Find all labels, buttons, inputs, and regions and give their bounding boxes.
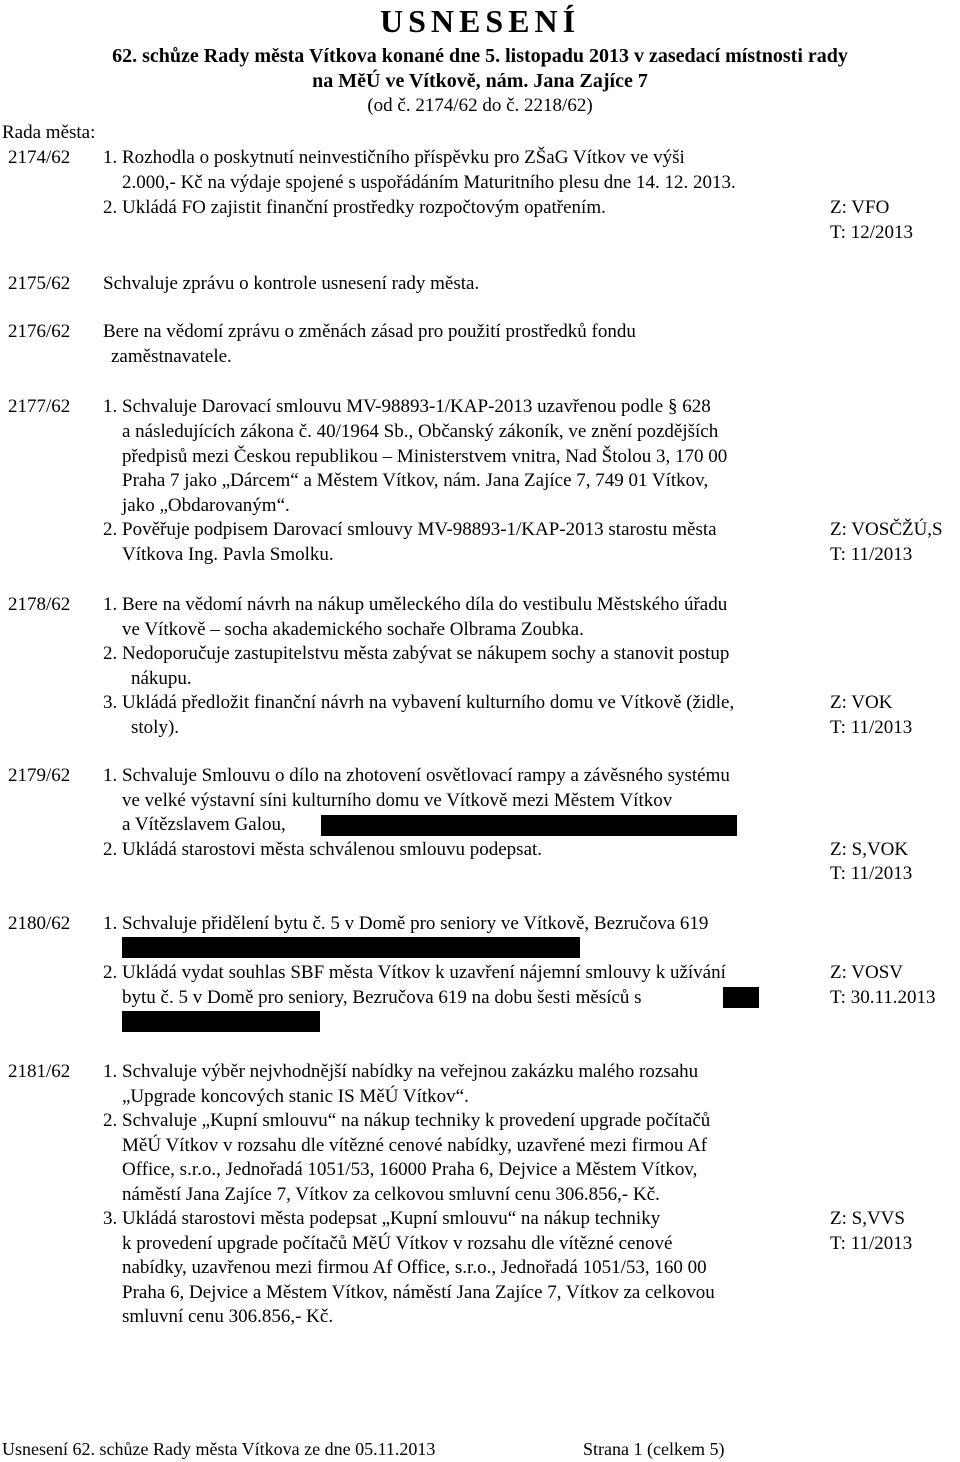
resolution-text: 3. Ukládá starostovi města podepsat „Kupní smlouvu“ na nákup techniky bbox=[103, 1208, 661, 1229]
resolution-text: bytu č. 5 v Domě pro seniory, Bezručova 619 na dobu šesti měsíců s bbox=[122, 987, 642, 1008]
resolution-text: Praha 7 jako „Dárcem“ a Městem Vítkov, nám. Jana Zajíce 7, 749 01 Vítkov, bbox=[122, 470, 709, 491]
resolution-number: 2179/62 bbox=[8, 765, 71, 786]
deadline: T: 11/2013 bbox=[830, 863, 913, 884]
deadline: T: 11/2013 bbox=[830, 717, 913, 738]
resolution-text: „Upgrade koncových stanic IS MěÚ Vítkov“. bbox=[122, 1086, 469, 1107]
resolution-number: 2174/62 bbox=[8, 147, 71, 168]
redaction-bar bbox=[723, 987, 759, 1008]
resolution-text: 2. Ukládá FO zajistit finanční prostředky rozpočtovým opatřením. bbox=[103, 197, 606, 218]
resolution-text: Praha 6, Dejvice a Městem Vítkov, náměstí Jana Zajíce 7, Vítkov za celkovou bbox=[122, 1282, 715, 1303]
resolution-text: předpisů mezi Českou republikou – Ministerstvem vnitra, Nad Štolou 3, 170 00 bbox=[122, 446, 728, 467]
resolution-text: 1. Schvaluje Darovací smlouvu MV-98893-1/KAP-2013 uzavřenou podle § 628 bbox=[103, 396, 711, 417]
resolution-text: jako „Obdarovaným“. bbox=[122, 495, 290, 516]
resolution-text: Office, s.r.o., Jednořadá 1051/53, 16000 Praha 6, Dejvice a Městem Vítkov, bbox=[122, 1159, 698, 1180]
resolution-text: 2.000,- Kč na výdaje spojené s uspořádáním Maturitního plesu dne 14. 12. 2013. bbox=[122, 172, 736, 193]
resolution-number: 2180/62 bbox=[8, 913, 71, 934]
deadline: T: 12/2013 bbox=[830, 222, 913, 243]
resolution-text: Bere na vědomí zprávu o změnách zásad pro použití prostředků fondu bbox=[103, 321, 636, 342]
resolution-text: Schvaluje zprávu o kontrole usnesení rady města. bbox=[103, 273, 480, 294]
responsible-person: Z: S,VVS bbox=[830, 1208, 905, 1229]
deadline: T: 11/2013 bbox=[830, 1233, 913, 1254]
resolution-number: 2177/62 bbox=[8, 396, 71, 417]
resolution-text: 2. Ukládá starostovi města schválenou smlouvu podepsat. bbox=[103, 839, 543, 860]
resolution-text: 2. Pověřuje podpisem Darovací smlouvy MV-98893-1/KAP-2013 starostu města bbox=[103, 519, 717, 540]
responsible-person: Z: S,VOK bbox=[830, 839, 909, 860]
deadline: T: 30.11.2013 bbox=[830, 987, 936, 1008]
resolution-text: Vítkova Ing. Pavla Smolku. bbox=[122, 544, 334, 565]
resolution-number: 2175/62 bbox=[8, 273, 71, 294]
resolution-text: nabídky, uzavřenou mezi firmou Af Office, s.r.o., Jednořadá 1051/53, 160 00 bbox=[122, 1257, 707, 1278]
resolution-text: náměstí Jana Zajíce 7, Vítkov za celkovou smluvní cenu 306.856,- Kč. bbox=[122, 1184, 660, 1205]
resolution-text: 3. Ukládá předložit finanční návrh na vybavení kulturního domu ve Vítkově (židle, bbox=[103, 692, 735, 713]
resolution-text: smluvní cenu 306.856,- Kč. bbox=[122, 1306, 334, 1327]
resolution-text: ve velké výstavní síni kulturního domu ve Vítkově mezi Městem Vítkov bbox=[122, 790, 673, 811]
resolution-text: a Vítězslavem Galou, bbox=[122, 814, 286, 835]
resolution-text: 1. Bere na vědomí návrh na nákup uměleckého díla do vestibulu Městského úřadu bbox=[103, 594, 728, 615]
resolution-text: 2. Ukládá vydat souhlas SBF města Vítkov k uzavření nájemní smlouvy k užívání bbox=[103, 962, 726, 983]
footer-left: Usnesení 62. schůze Rady města Vítkova ze dne 05.11.2013 bbox=[2, 1439, 436, 1459]
resolution-text: zaměstnavatele. bbox=[111, 346, 232, 367]
document-title: USNESENÍ bbox=[379, 3, 581, 39]
resolution-text: 2. Nedoporučuje zastupitelstvu města zabývat se nákupem sochy a stanovit postup bbox=[103, 643, 730, 664]
section-label: Rada města: bbox=[2, 122, 96, 143]
redaction-bar bbox=[122, 1011, 320, 1032]
deadline: T: 11/2013 bbox=[830, 544, 913, 565]
resolution-number: 2181/62 bbox=[8, 1061, 71, 1082]
responsible-person: Z: VOK bbox=[830, 692, 893, 713]
resolution-text: stoly). bbox=[131, 717, 180, 738]
resolution-text: a následujících zákona č. 40/1964 Sb., Občanský zákoník, ve znění pozdějších bbox=[122, 421, 719, 442]
resolution-text: ve Vítkově – socha akademického sochaře Olbrama Zoubka. bbox=[122, 619, 584, 640]
resolution-number: 2178/62 bbox=[8, 594, 71, 615]
document-subtitle-1: 62. schůze Rady města Vítkova konané dne 5. listopadu 2013 v zasedací místnosti rady bbox=[112, 45, 848, 67]
resolution-text: MěÚ Vítkov v rozsahu dle vítězné cenové nabídky, uzavřené mezi firmou Af bbox=[122, 1135, 708, 1156]
resolution-text: 1. Schvaluje přidělení bytu č. 5 v Domě pro seniory ve Vítkově, Bezručova 619 bbox=[103, 913, 709, 934]
resolution-text: 1. Rozhodla o poskytnutí neinvestičního příspěvku pro ZŠaG Vítkov ve výši bbox=[103, 147, 685, 168]
responsible-person: Z: VFO bbox=[830, 197, 890, 218]
responsible-person: Z: VOSČŽÚ,S bbox=[830, 519, 943, 540]
resolution-text: 2. Schvaluje „Kupní smlouvu“ na nákup techniky k provedení upgrade počítačů bbox=[103, 1110, 711, 1131]
document-subtitle-3: (od č. 2174/62 do č. 2218/62) bbox=[367, 95, 593, 116]
redaction-bar bbox=[122, 937, 580, 958]
footer-page-number: Strana 1 (celkem 5) bbox=[583, 1439, 725, 1459]
resolution-text: 1. Schvaluje Smlouvu o dílo na zhotovení osvětlovací rampy a závěsného systému bbox=[103, 765, 730, 786]
resolution-text: k provedení upgrade počítačů MěÚ Vítkov v rozsahu dle vítězné cenové bbox=[122, 1233, 673, 1254]
document-subtitle-2: na MěÚ ve Vítkově, nám. Jana Zajíce 7 bbox=[312, 70, 648, 92]
resolution-text: 1. Schvaluje výběr nejvhodnější nabídky na veřejnou zakázku malého rozsahu bbox=[103, 1061, 699, 1082]
responsible-person: Z: VOSV bbox=[830, 962, 904, 983]
resolution-text: nákupu. bbox=[131, 668, 192, 689]
resolution-number: 2176/62 bbox=[8, 321, 71, 342]
redaction-bar bbox=[321, 815, 737, 836]
